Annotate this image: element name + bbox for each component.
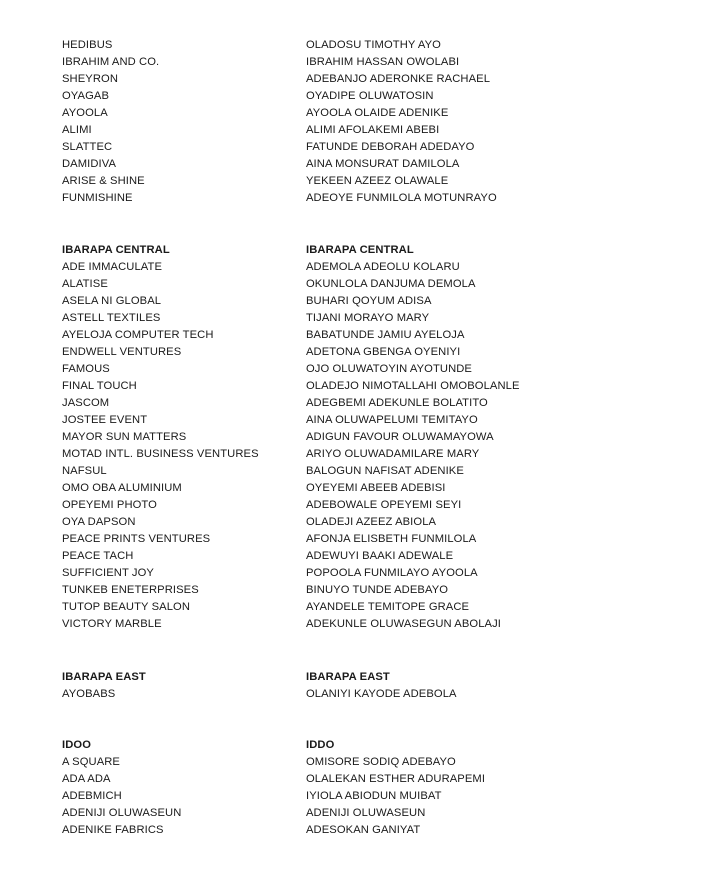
person-name: IYIOLA ABIODUN MUIBAT [306,790,442,802]
section-heading-row [62,669,682,686]
list-item [62,105,682,122]
person-name: OJO OLUWATOYIN AYOTUNDE [306,363,472,375]
list-item [62,190,682,207]
person-name: OYEYEMI ABEEB ADEBISI [306,482,446,494]
list-item [62,139,682,156]
list-item [62,686,682,703]
list-item [62,754,682,771]
person-name: ALIMI AFOLAKEMI ABEBI [306,124,440,136]
person-name: AINA MONSURAT DAMILOLA [306,158,460,170]
person-name: ADEMOLA ADEOLU KOLARU [306,261,460,273]
section-heading-row [62,737,682,754]
business-name: JASCOM [62,397,110,409]
business-name: ASTELL TEXTILES [62,312,161,324]
person-name: TIJANI MORAYO MARY [306,312,430,324]
person-name: AINA OLUWAPELUMI TEMITAYO [306,414,478,426]
person-name: OLANIYI KAYODE ADEBOLA [306,688,457,700]
person-name: OKUNLOLA DANJUMA DEMOLA [306,278,476,290]
person-name: OLALEKAN ESTHER ADURAPEMI [306,773,486,785]
business-name: MAYOR SUN MATTERS [62,431,187,443]
business-name: AYOOLA [62,107,108,119]
business-name: FINAL TOUCH [62,380,137,392]
business-name: ADENIKE FABRICS [62,824,164,836]
person-name: BABATUNDE JAMIU AYELOJA [306,329,465,341]
person-name: OYADIPE OLUWATOSIN [306,90,434,102]
business-name: PEACE TACH [62,550,134,562]
business-name: A SQUARE [62,756,120,768]
person-name: OLADEJI AZEEZ ABIOLA [306,516,437,528]
person-name: AFONJA ELISBETH FUNMILOLA [306,533,477,545]
heading-right: IBARAPA CENTRAL [306,244,414,256]
person-name: FATUNDE DEBORAH ADEDAYO [306,141,475,153]
person-name: OMISORE SODIQ ADEBAYO [306,756,456,768]
list-item [62,463,682,480]
business-name: FAMOUS [62,363,110,375]
list-item [62,548,682,565]
business-name: ARISE & SHINE [62,175,145,187]
list-item [62,293,682,310]
person-name: POPOOLA FUNMILAYO AYOOLA [306,567,478,579]
list-item [62,71,682,88]
person-name: ADEBOWALE OPEYEMI SEYI [306,499,462,511]
business-name: AYOBABS [62,688,116,700]
business-name: ADENIJI OLUWASEUN [62,807,182,819]
list-item [62,412,682,429]
list-item [62,599,682,616]
section-ibarapa-central [62,242,682,633]
person-name: ADENIJI OLUWASEUN [306,807,426,819]
person-name: ADIGUN FAVOUR OLUWAMAYOWA [306,431,494,443]
list-item [62,122,682,139]
business-name: ASELA NI GLOBAL [62,295,162,307]
business-name: PEACE PRINTS VENTURES [62,533,211,545]
person-name: ADEGBEMI ADEKUNLE BOLATITO [306,397,488,409]
business-name: MOTAD INTL. BUSINESS VENTURES [62,448,259,460]
list-item [62,54,682,71]
person-name: IBRAHIM HASSAN OWOLABI [306,56,460,68]
section-heading-row [62,242,682,259]
list-item [62,276,682,293]
person-name: YEKEEN AZEEZ OLAWALE [306,175,449,187]
list-item [62,156,682,173]
business-name: SHEYRON [62,73,119,85]
list-item [62,480,682,497]
business-name: DAMIDIVA [62,158,117,170]
person-name: OLADEJO NIMOTALLAHI OMOBOLANLE [306,380,520,392]
list-item [62,429,682,446]
person-name: ADESOKAN GANIYAT [306,824,421,836]
list-item [62,822,682,839]
business-name: TUNKEB ENETERPRISES [62,584,199,596]
business-name: OPEYEMI PHOTO [62,499,157,511]
person-name: ADETONA GBENGA OYENIYI [306,346,461,358]
person-name: BUHARI QOYUM ADISA [306,295,432,307]
list-item [62,88,682,105]
list-item [62,616,682,633]
person-name: ADEBANJO ADERONKE RACHAEL [306,73,491,85]
business-name: ALATISE [62,278,108,290]
heading-left: IBARAPA EAST [62,671,146,683]
list-item [62,514,682,531]
list-item [62,378,682,395]
person-name: ADEKUNLE OLUWASEGUN ABOLAJI [306,618,502,630]
list-item [62,565,682,582]
list-item [62,788,682,805]
business-name: ENDWELL VENTURES [62,346,182,358]
business-name: TUTOP BEAUTY SALON [62,601,191,613]
business-name: JOSTEE EVENT [62,414,148,426]
person-name: ADEOYE FUNMILOLA MOTUNRAYO [306,192,497,204]
business-name: ADE IMMACULATE [62,261,163,273]
person-name: OLADOSU TIMOTHY AYO [306,39,441,51]
business-name: ADEBMICH [62,790,122,802]
list-item [62,805,682,822]
list-item [62,173,682,190]
list-item [62,771,682,788]
list-item [62,37,682,54]
business-name: ALIMI [62,124,92,136]
heading-right: IBARAPA EAST [306,671,390,683]
section-unnamed [62,37,682,207]
list-item [62,446,682,463]
business-name: IBRAHIM AND CO. [62,56,160,68]
person-name: BINUYO TUNDE ADEBAYO [306,584,449,596]
list-item [62,327,682,344]
list-item [62,361,682,378]
section-ibarapa-east [62,669,682,703]
heading-left: IBARAPA CENTRAL [62,244,170,256]
list-item [62,395,682,412]
business-name: ADA ADA [62,773,111,785]
heading-right: IDDO [306,739,335,751]
list-item [62,582,682,599]
business-name: AYELOJA COMPUTER TECH [62,329,214,341]
business-name: SUFFICIENT JOY [62,567,154,579]
list-item [62,259,682,276]
business-name: VICTORY MARBLE [62,618,162,630]
business-name: NAFSUL [62,465,107,477]
list-item [62,310,682,327]
heading-left: IDOO [62,739,91,751]
business-name: OMO OBA ALUMINIUM [62,482,182,494]
person-name: ADEWUYI BAAKI ADEWALE [306,550,454,562]
list-item [62,497,682,514]
person-name: AYOOLA OLAIDE ADENIKE [306,107,449,119]
business-name: HEDIBUS [62,39,113,51]
business-name: SLATTEC [62,141,113,153]
business-name: OYA DAPSON [62,516,136,528]
list-item [62,531,682,548]
person-name: ARIYO OLUWADAMILARE MARY [306,448,480,460]
business-name: OYAGAB [62,90,110,102]
section-idoo [62,737,682,839]
person-name: AYANDELE TEMITOPE GRACE [306,601,470,613]
person-name: BALOGUN NAFISAT ADENIKE [306,465,464,477]
business-name: FUNMISHINE [62,192,133,204]
list-item [62,344,682,361]
